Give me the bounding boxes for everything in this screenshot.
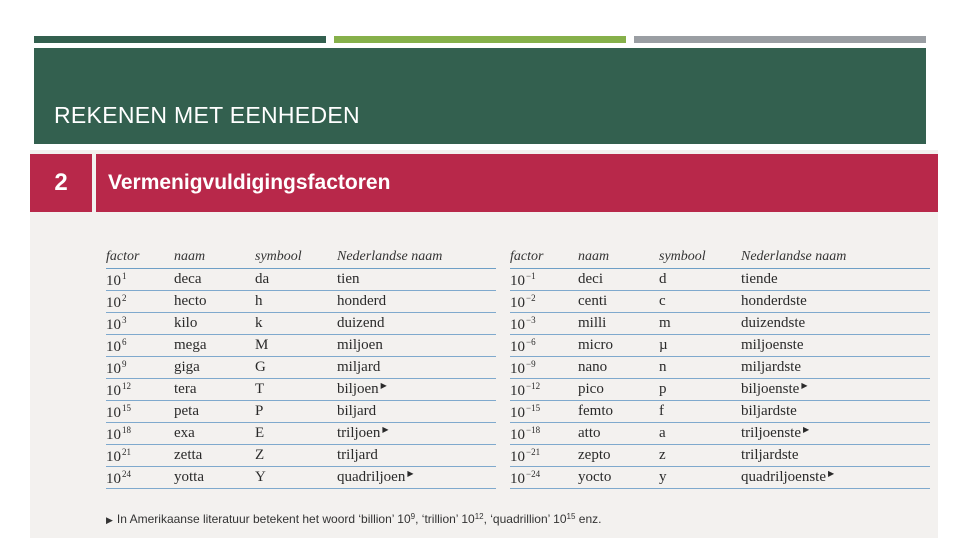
factor-cell [510,315,536,334]
table-row [510,269,930,291]
symbool-cell: G [255,359,266,375]
factor-cell [510,381,540,400]
table-row [106,291,496,313]
naam-cell: nano [578,359,608,375]
table-row [510,467,930,489]
col-header-nl-naam: Nederlandse naam [741,249,847,264]
factor-cell [510,271,536,290]
naam-cell: pico [578,381,604,397]
naam-cell: giga [174,359,200,375]
factor-cell [510,469,540,488]
naam-cell: mega [174,337,207,353]
symbool-cell: y [659,469,667,485]
symbool-cell: M [255,337,269,353]
triangle-right-icon: ▶ [380,381,387,390]
table-row [510,313,930,335]
factor-cell [510,403,540,422]
symbool-cell: Y [255,469,266,485]
factor-base: 10 [106,449,121,465]
nl-naam-cell [741,469,834,486]
factor-exponent: 12 [122,381,131,391]
factor-exponent: −1 [526,271,536,281]
factor-exponent: −9 [526,359,536,369]
factor-exponent: −3 [526,315,536,325]
factor-cell [106,403,131,422]
factor-base: 10 [510,471,525,487]
nl-naam-text: triljoen [337,425,381,441]
symbool-cell: m [659,315,671,331]
triangle-right-icon: ▶ [106,515,113,525]
top-bar-dark-green [34,36,326,43]
nl-naam-cell [741,425,809,442]
nl-naam-text: tiende [741,271,778,287]
naam-cell: milli [578,315,607,331]
symbool-cell: Z [255,447,265,463]
factor-exponent: 3 [122,315,127,325]
factor-cell [106,359,127,378]
nl-naam-cell [741,293,807,310]
scanned-table-image [30,150,938,538]
factor-base: 10 [106,471,121,487]
nl-naam-text: quadriljoen [337,469,406,485]
table-left [106,248,496,489]
table-row [106,269,496,291]
nl-naam-cell [337,271,360,288]
nl-naam-text: duizendste [741,315,806,331]
nl-naam-text: miljoenste [741,337,804,353]
nl-naam-cell [337,381,387,398]
naam-cell: atto [578,425,601,441]
nl-naam-text: triljard [337,447,378,463]
symbool-cell: z [659,447,666,463]
factor-base: 10 [510,295,525,311]
footnote-text-2: , ‘trillion’ 10 [415,512,475,526]
table-row [106,467,496,489]
factor-cell [510,359,536,378]
symbool-cell: T [255,381,265,397]
col-header-factor: factor [106,249,140,264]
factor-base: 10 [106,383,121,399]
factor-exponent: 24 [122,469,131,479]
factor-base: 10 [106,339,121,355]
symbool-cell: P [255,403,264,419]
symbool-cell: da [255,271,270,287]
factor-base: 10 [510,339,525,355]
triangle-right-icon: ▶ [803,425,810,434]
table-row [510,423,930,445]
nl-naam-text: biljoen [337,381,379,397]
col-header-symbool: symbool [255,249,302,264]
naam-cell: zepto [578,447,611,463]
nl-naam-cell [337,293,386,310]
factor-cell [106,425,131,444]
col-header-symbool: symbool [659,249,706,264]
symbool-cell: a [659,425,666,441]
symbool-cell: n [659,359,667,375]
factor-exponent: 2 [122,293,127,303]
naam-cell: zetta [174,447,203,463]
factor-cell [510,447,540,466]
symbool-cell: f [659,403,664,419]
factor-exponent: 21 [122,447,131,457]
factor-exponent: 1 [122,271,127,281]
table-row [106,313,496,335]
factor-base: 10 [106,317,121,333]
factor-exponent: 9 [122,359,127,369]
table-header [106,248,496,269]
nl-naam-text: duizend [337,315,385,331]
table-row [106,401,496,423]
factor-cell [106,469,131,488]
symbool-cell: E [255,425,265,441]
factor-base: 10 [510,427,525,443]
section-title: Vermenigvuldigingsfactoren [108,171,391,194]
col-header-factor: factor [510,249,544,264]
factor-base: 10 [106,427,121,443]
factor-exponent: 15 [122,403,131,413]
table-header [510,248,930,269]
naam-cell: yotta [174,469,204,485]
table-row [510,291,930,313]
title-box [34,48,926,144]
symbool-cell: p [659,381,667,397]
nl-naam-text: miljard [337,359,381,375]
symbool-cell: µ [659,337,668,353]
factor-cell [106,315,127,334]
table-row [106,379,496,401]
factor-exponent: −6 [526,337,536,347]
slide-title: REKENEN MET EENHEDEN [54,102,360,128]
triangle-right-icon: ▶ [382,425,389,434]
factor-base: 10 [510,273,525,289]
col-header-naam: naam [174,249,206,264]
table-row [510,335,930,357]
table-row [106,423,496,445]
table-row [106,445,496,467]
nl-naam-cell [741,359,801,376]
factor-cell [106,337,127,356]
nl-naam-text: biljardste [741,403,797,419]
factor-cell [510,425,540,444]
factor-exponent: 6 [122,337,127,347]
nl-naam-cell [337,315,384,332]
nl-naam-text: miljardste [741,359,801,375]
nl-naam-cell [337,359,380,376]
symbool-cell: d [659,271,667,287]
symbool-cell: h [255,293,263,309]
factor-base: 10 [510,361,525,377]
naam-cell: deci [578,271,603,287]
factor-cell [106,381,131,400]
naam-cell: micro [578,337,613,353]
table-row [510,357,930,379]
triangle-right-icon: ▶ [827,469,835,478]
factor-base: 10 [106,273,121,289]
triangle-right-icon: ▶ [801,381,808,390]
factor-exponent: −18 [526,425,541,435]
factor-exponent: −15 [526,403,541,413]
naam-cell: femto [578,403,613,419]
table-right [510,248,930,489]
footnote-text-4: enz. [575,512,602,526]
factor-base: 10 [510,405,525,421]
nl-naam-cell [337,469,413,486]
footnote [106,512,601,526]
symbool-cell: c [659,293,666,309]
factor-cell [106,447,131,466]
factor-exponent: −24 [526,469,541,479]
header-separator [92,154,96,212]
factor-cell [106,271,127,290]
factor-cell [510,293,536,312]
nl-naam-text: tien [337,271,360,287]
naam-cell: peta [174,403,199,419]
factor-base: 10 [106,295,121,311]
table-row [106,357,496,379]
section-header [30,154,938,212]
factor-exponent: 18 [122,425,131,435]
nl-naam-text: miljoen [337,337,383,353]
nl-naam-text: honderdste [741,293,807,309]
factor-base: 10 [510,449,525,465]
footnote-exp-3: 15 [566,512,576,521]
table-row [510,379,930,401]
factor-exponent: −12 [526,381,541,391]
nl-naam-cell [741,447,798,464]
nl-naam-cell [337,403,376,420]
section-number: 2 [54,169,68,196]
footnote-text-3: , ‘quadrillion’ 10 [483,512,567,526]
factor-base: 10 [106,361,121,377]
top-bar-grey [634,36,926,43]
naam-cell: exa [174,425,195,441]
table-row [106,335,496,357]
footnote-text-1: In Amerikaanse literatuur betekent het woord ‘billion’ 10 [116,512,411,526]
nl-naam-text: biljard [337,403,377,419]
footnote-exp-2: 12 [474,512,484,521]
footnote-exp-1: 9 [410,512,416,521]
factor-cell [106,293,127,312]
factor-base: 10 [106,405,121,421]
table-row [510,445,930,467]
nl-naam-cell [337,447,378,464]
naam-cell: deca [174,271,202,287]
naam-cell: hecto [174,293,207,309]
naam-cell: centi [578,293,608,309]
nl-naam-cell [741,403,797,420]
nl-naam-text: honderd [337,293,387,309]
nl-naam-text: quadriljoenste [741,469,826,485]
nl-naam-cell [741,271,778,288]
col-header-naam: naam [578,249,610,264]
naam-cell: yocto [578,469,612,485]
nl-naam-cell [741,315,805,332]
nl-naam-cell [337,337,383,354]
table-row [510,401,930,423]
symbool-cell: k [255,315,263,331]
nl-naam-text: triljardste [741,447,799,463]
nl-naam-cell [337,425,388,442]
factor-exponent: −2 [526,293,536,303]
naam-cell: kilo [174,315,198,331]
nl-naam-text: biljoenste [741,381,800,397]
factor-exponent: −21 [526,447,541,457]
nl-naam-cell [741,337,804,354]
naam-cell: tera [174,381,197,397]
nl-naam-text: triljoenste [741,425,801,441]
factor-base: 10 [510,317,525,333]
nl-naam-cell [741,381,807,398]
factor-cell [510,337,536,356]
triangle-right-icon: ▶ [407,469,414,478]
col-header-nl-naam: Nederlandse naam [337,249,443,264]
factor-base: 10 [510,383,525,399]
top-bar-light-green [334,36,626,43]
